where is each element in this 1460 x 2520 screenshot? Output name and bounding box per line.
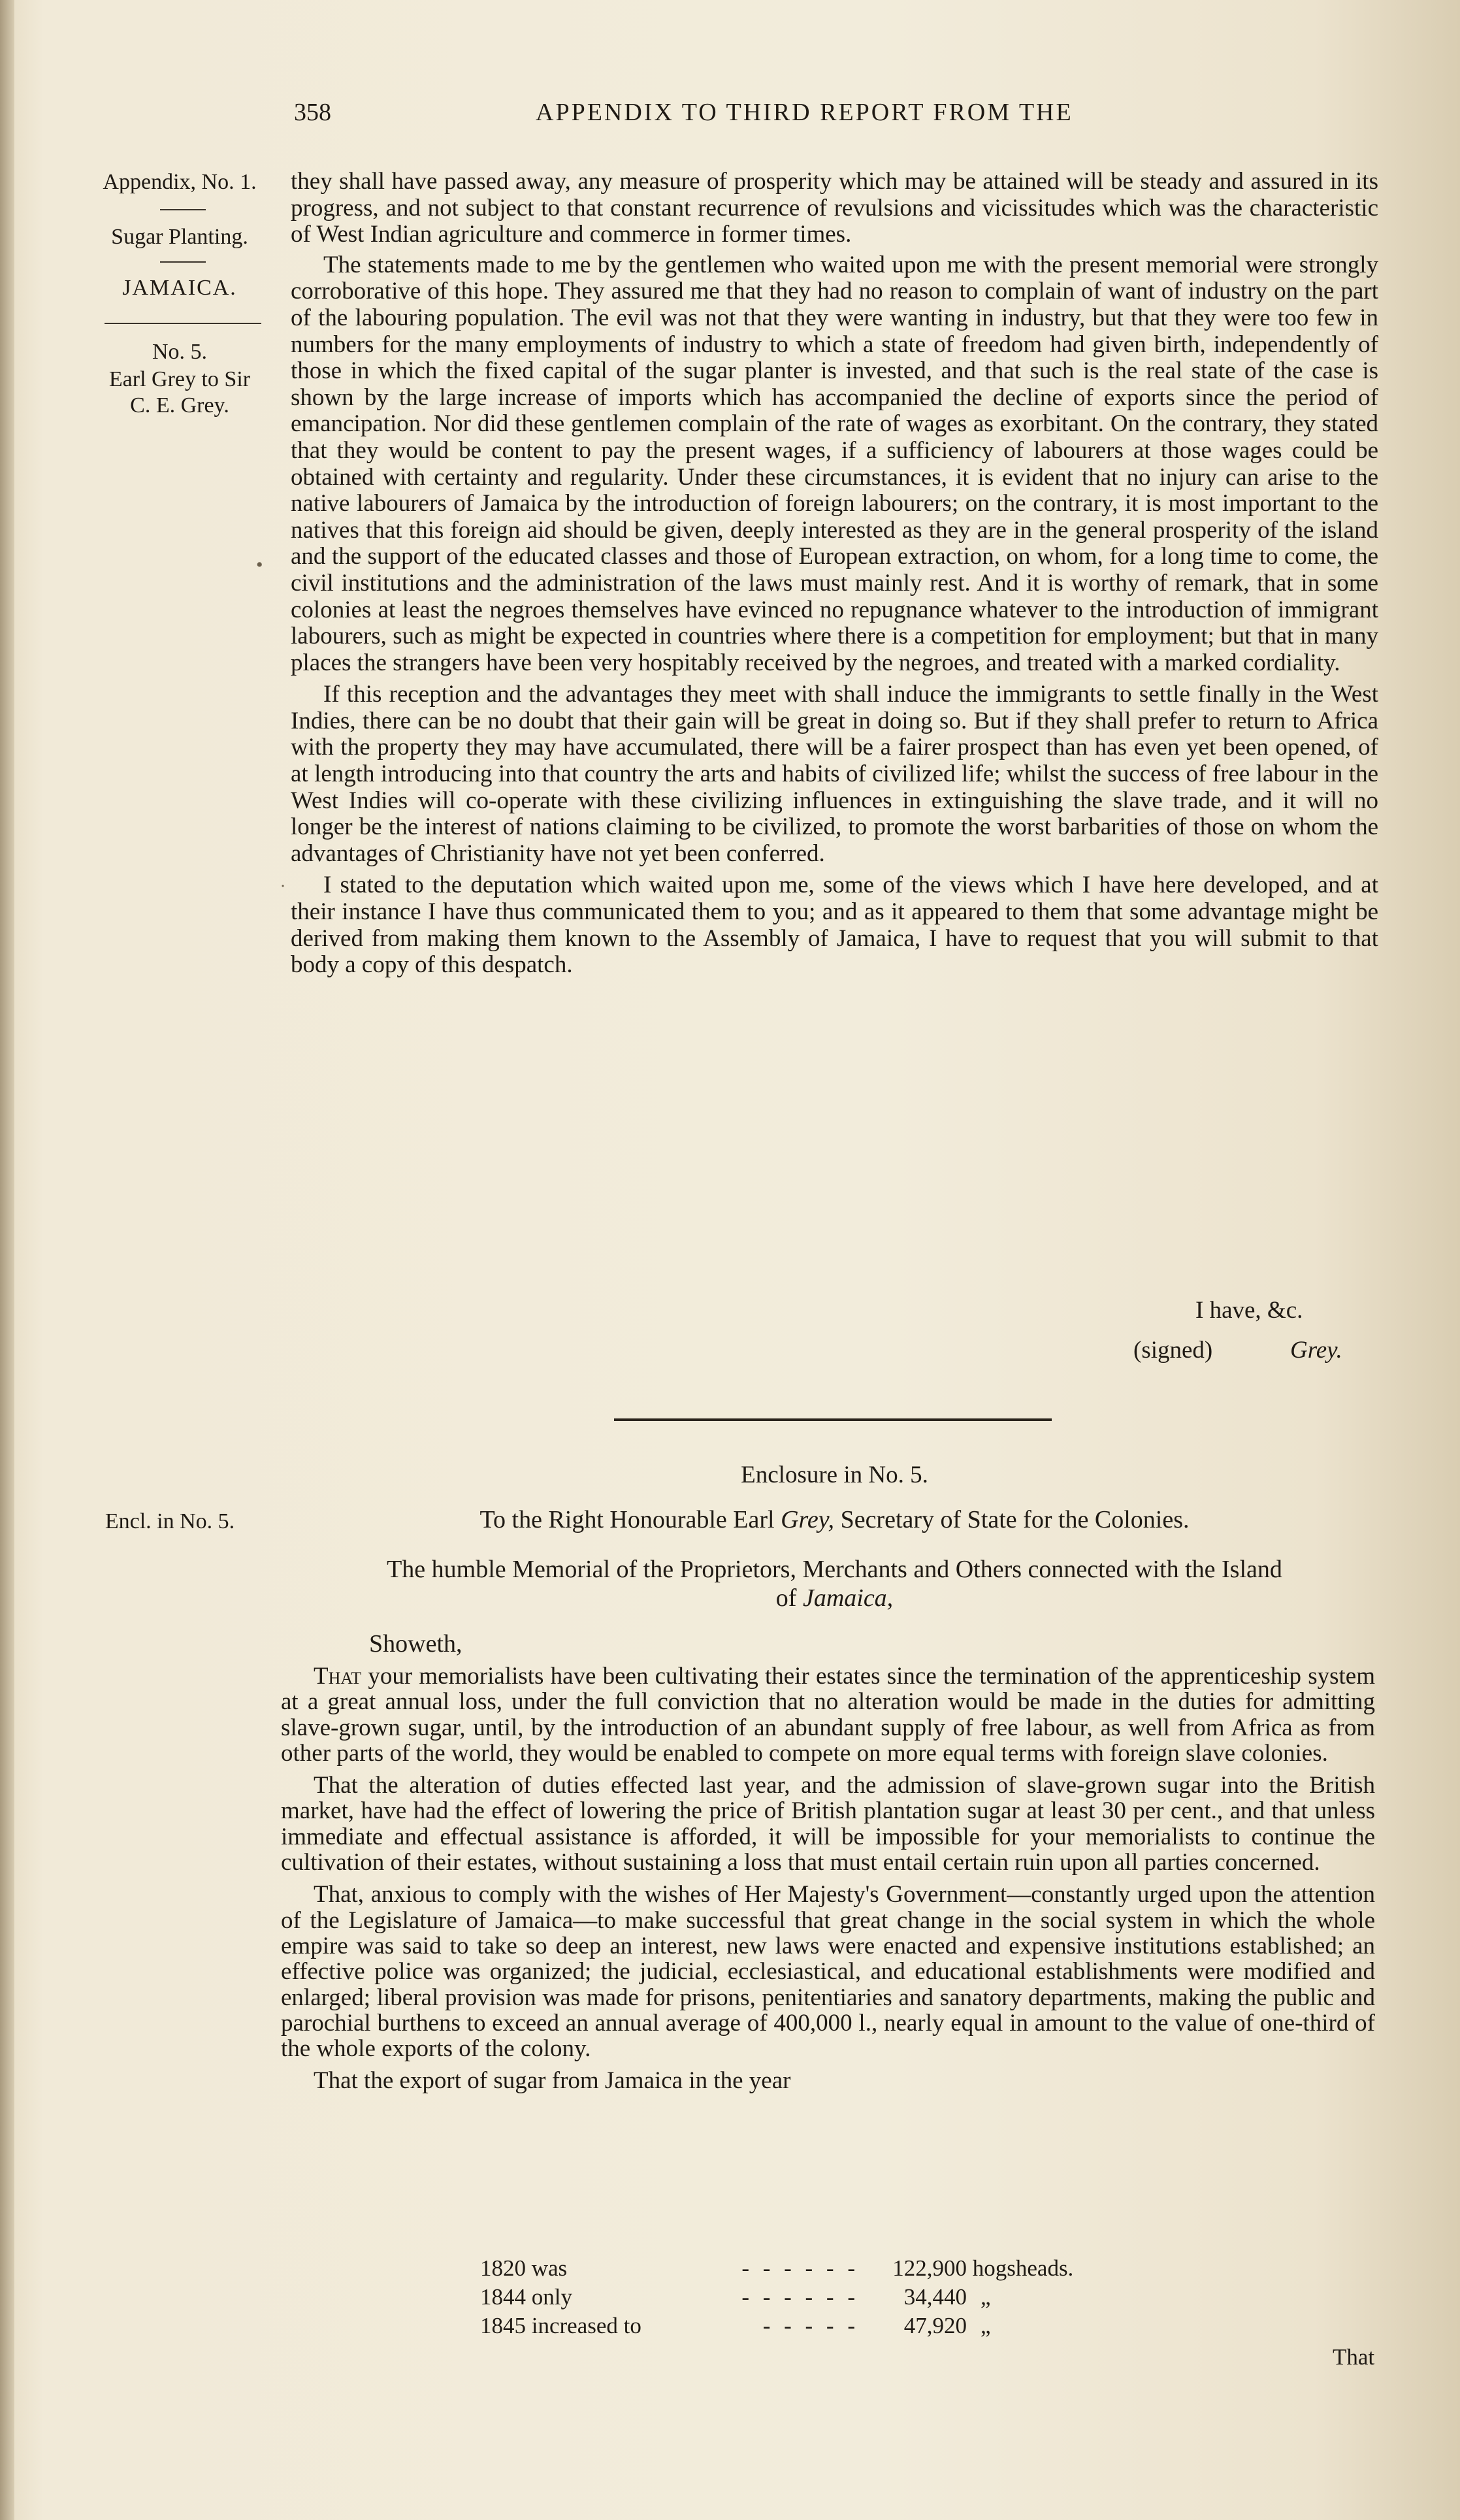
margin-appendix: Appendix, No. 1. (103, 170, 257, 194)
margin-rule (160, 209, 206, 210)
margin-tick: ˙ (280, 881, 286, 902)
export-unit: „ (980, 2284, 991, 2310)
margin-section: Sugar Planting. (111, 225, 248, 249)
margin-dot: • (256, 554, 263, 576)
memorial-heading-line2 (291, 1584, 1378, 1612)
letter-paragraph: If this reception and the advantages they meet with shall induce the immigrants to settle finally in the West Indies, there can be no doubt that their gain will be great in doing so. But if they shall prefer to return to Africa with the property they may have accumulated, there will be a fairer prospect than has even yet been opened, of at length introducing into that country the arts and habits of civilized life; whilst the success of free labour in the West Indies will co-operate with these civilizing influences in extinguishing the slave trade, and it will no longer be the interest of nations claiming to be civilized, to promote the worst barbarities of those on whom the advantages of Christianity have not yet been conferred. (291, 681, 1378, 867)
margin-doc-no: No. 5. (152, 340, 208, 364)
memorial-paragraph: That the alteration of duties effected last year, and the admission of slave-grown sugar into the British market, have had the effect of lowering the price of British plantation sugar at least 30 per cent., and that unless immediate and effectual assistance is afforded, it will be impossible for your memorialists to continue the cultivation of their estates, without sustaining a loss that must entail certain ruin upon all parties concerned. (281, 1772, 1375, 1876)
export-row (480, 2313, 999, 2339)
export-value: 47,920 (903, 2313, 967, 2338)
binding-edge (0, 0, 14, 2520)
export-year-label: 1820 was (480, 2255, 568, 2281)
export-unit: „ (980, 2313, 991, 2338)
margin-doc-line2: C. E. Grey. (130, 393, 229, 417)
margin-rule (105, 323, 261, 324)
export-leader: - - - - - - (741, 2284, 859, 2310)
letter-body (291, 169, 1378, 979)
letter-paragraph: The statements made to me by the gentlemen who waited upon me with the present memorial were strongly corroborative of this hope. They assured me that they had no reason to complain of want of industry on the part of the labouring population. The evil was not that they were wanting in industry, but that they were too few in numbers for the many employments of industry to which a state of freedom had given birth, independently of those in which the fixed capital of the sugar planter is invested, and that such is the real state of the case is shown by the large increase of imports which has accompanied the decline of exports since the period of emancipation. Nor did these gentlemen complain of the rate of wages as exorbitant. On the contrary, they stated that they would be content to pay the present wages, if a sufficiency of labourers at those wages could be obtained with certainty and regularity. Under these circumstances, it is evident that no injury can arise to the native labourers of Jamaica by the introduction of foreign labourers; on the contrary, it is most important to the natives that this foreign aid should be given, deeply interested as they are in the general prosperity of the island and the support of the educated classes and those of European extraction, on whom, for a long time to come, the civil institutions and the administration of the laws must mainly rest. And it is worthy of remark, that in some colonies at least the negroes themselves have evinced no repugnance whatever to the introduction of immigrant labourers, such as might be expected in countries where there is a competition for employment; but that in many places the strangers have been very hospitably received by the negroes, and treated with a marked cordiality. (291, 251, 1378, 676)
addressee-suffix: Secretary of State for the Colonies. (840, 1506, 1190, 1533)
letter-paragraph: they shall have passed away, any measure of prosperity which may be attained will be steady and assured in its progress, and not subject to that constant recurrence of revulsions and vicissitudes which was the characteristic of West Indian agriculture and commerce in former times. (291, 168, 1378, 248)
letter-signed: (signed) (1133, 1337, 1213, 1364)
addressee-name: Grey, (781, 1506, 835, 1533)
page-header (287, 98, 1398, 137)
separator-rule (614, 1418, 1052, 1421)
export-leader: - - - - - - (741, 2255, 859, 2281)
letter-closing: I have, &c. (1195, 1297, 1303, 1324)
export-year-label: 1845 increased to (480, 2313, 641, 2338)
memorial-paragraph-text: your memorialists have been cultivating their estates since the termination of the apprenticeship system at a great annual loss, under the full conviction that no alteration would be made in the duties for admitting slave-grown sugar, until, by the introduction of an abundant supply of free labour, as well from Africa as from other parts of the world, they would be enabled to compete on more equal terms with foreign slave colonies. (281, 1663, 1375, 1767)
memorial-body (281, 1663, 1375, 2094)
memorial-of: of (775, 1584, 797, 1612)
memorial-lead-word: That (314, 1663, 362, 1690)
export-value: 122,900 (892, 2255, 967, 2281)
margin-enclosure-note: Encl. in No. 5. (105, 1509, 235, 1533)
margin-doc-line1: Earl Grey to Sir (108, 367, 251, 391)
letter-paragraph: I stated to the deputation which waited upon me, some of the views which I have here developed, and at their instance I have thus communicated them to you; and as it appeared to them that some advantage might be derived from making them known to the Assembly of Jamaica, I have to request that you will submit to that body a copy of this despatch. (291, 872, 1378, 979)
enclosure-addressee (291, 1505, 1378, 1534)
export-unit: hogsheads. (972, 2255, 1074, 2281)
catchword: That (1333, 2344, 1375, 2370)
margin-colony: JAMAICA. (122, 276, 237, 300)
letter-signature: Grey. (1290, 1337, 1342, 1364)
memorial-heading-line1: The humble Memorial of the Proprietors, Merchants and Others connected with the Island (387, 1556, 1282, 1583)
export-value: 34,440 (903, 2284, 967, 2310)
export-row (480, 2255, 1073, 2282)
margin-rule (160, 261, 206, 263)
addressee-prefix: To the Right Honourable Earl (479, 1506, 775, 1533)
enclosure-title: Enclosure in No. 5. (741, 1462, 928, 1488)
running-head: APPENDIX TO THIRD REPORT FROM THE (536, 99, 1073, 126)
export-leader: - - - - - (762, 2313, 859, 2338)
page-number: 358 (294, 99, 331, 126)
export-year-label: 1844 only (480, 2284, 572, 2310)
export-row (480, 2284, 999, 2310)
memorial-paragraph: That the export of sugar from Jamaica in the year (314, 2067, 791, 2095)
memorial-paragraph (281, 1663, 1375, 1766)
memorial-paragraph: That, anxious to comply with the wishes of Her Majesty's Government—constantly urged upon the attention of the Legislature of Jamaica—to make successful that great change in the social system in which the whole empire was said to take so deep an interest, new laws were enacted and expensive institutions established; an effective police was organized; the judicial, ecclesiastical, and educational establishments were modified and enlarged; liberal provision was made for prisons, penitentiaries and sanatory departments, making the public and parochial burthens to exceed an annual average of 400,000 l., nearly equal in amount to the value of one-third of the whole exports of the colony. (281, 1881, 1375, 2063)
memorial-place: Jamaica, (802, 1584, 894, 1612)
memorial-showeth: Showeth, (369, 1630, 462, 1658)
